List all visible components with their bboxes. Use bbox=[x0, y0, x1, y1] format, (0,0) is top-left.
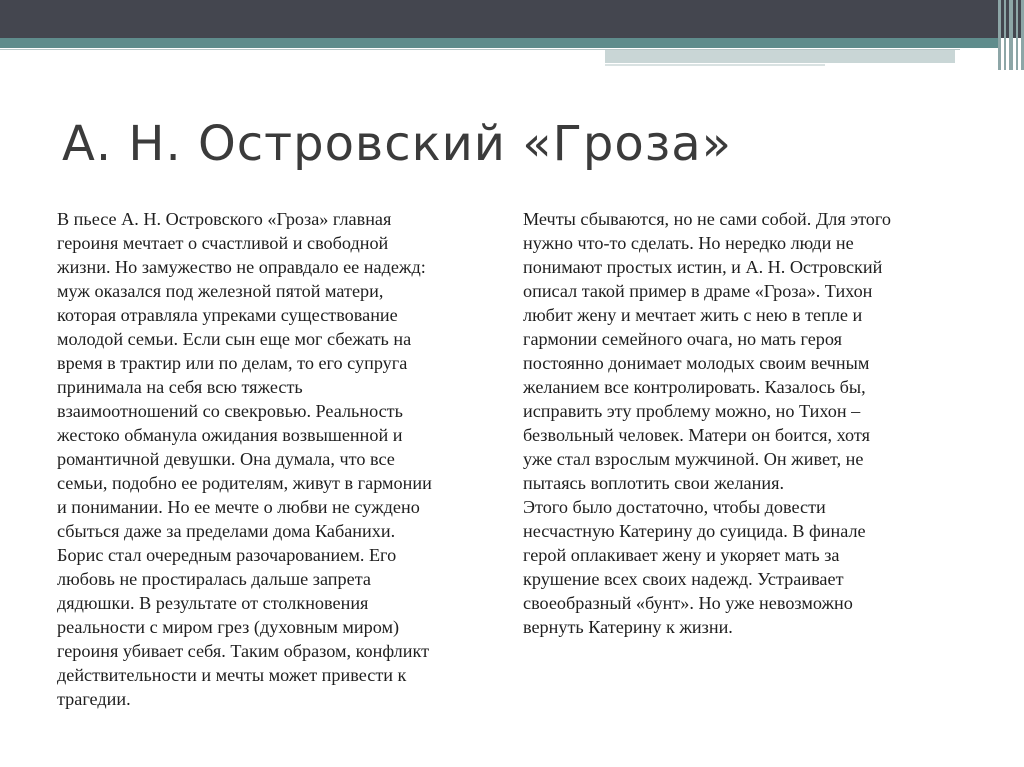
slide-title: А. Н. Островский «Гроза» bbox=[62, 116, 733, 172]
header-accent-block bbox=[605, 50, 955, 63]
header-band bbox=[0, 0, 1024, 38]
header-accent-stripe bbox=[0, 38, 1000, 48]
text-column-left: В пьесе А. Н. Островского «Гроза» главная героиня мечтает о счастливой и свободной жизни. Но замужество не оправдало ее надежд: муж оказался под железной пятой матери, которая отравляла упреками существование молодой семьи. Если сын еще мог сбежать на время в трактир или по делам, то его супруга принимала на себя всю тяжесть взаимоотношений со свекровью. Реальность жестоко обманула ожидания возвышенной и романтичной девушки. Она думала, что все семьи, подобно ее родителям, живут в гармонии и понимании. Но ее мечте о любви не суждено сбыться даже за пределами дома Кабанихи. Борис стал очередным разочарованием. Его любовь не простиралась дальше запрета дядюшки. В результате от столкновения реальности с миром грез (духовным миром) героиня убивает себя. Таким образом, конфликт действительности и мечты может привести к трагедии. bbox=[57, 209, 432, 709]
text-column-right: Мечты сбываются, но не сами собой. Для этого нужно что-то сделать. Но нередко люди не понимают простых истин, и А. Н. Островский описал такой пример в драме «Гроза». Тихон любит жену и мечтает жить с нею в тепле и гармонии семейного очага, но мать героя постоянно донимает молодых своим вечным желанием все контролировать. Казалось бы, исправить эту проблему можно, но Тихон – безвольный человек. Матери он боится, хотя уже стал взрослым мужчиной. Он живет, не пытаясь воплотить свои желания. Этого было достаточно, чтобы довести несчастную Катерину до суицида. В финале герой оплакивает жену и укоряет мать за крушение всех своих надежд. Устраивает своеобразный «бунт». Но уже невозможно вернуть Катерину к жизни. bbox=[523, 209, 891, 637]
decorative-vertical-bars bbox=[996, 0, 1024, 70]
header-accent-line bbox=[605, 64, 825, 66]
